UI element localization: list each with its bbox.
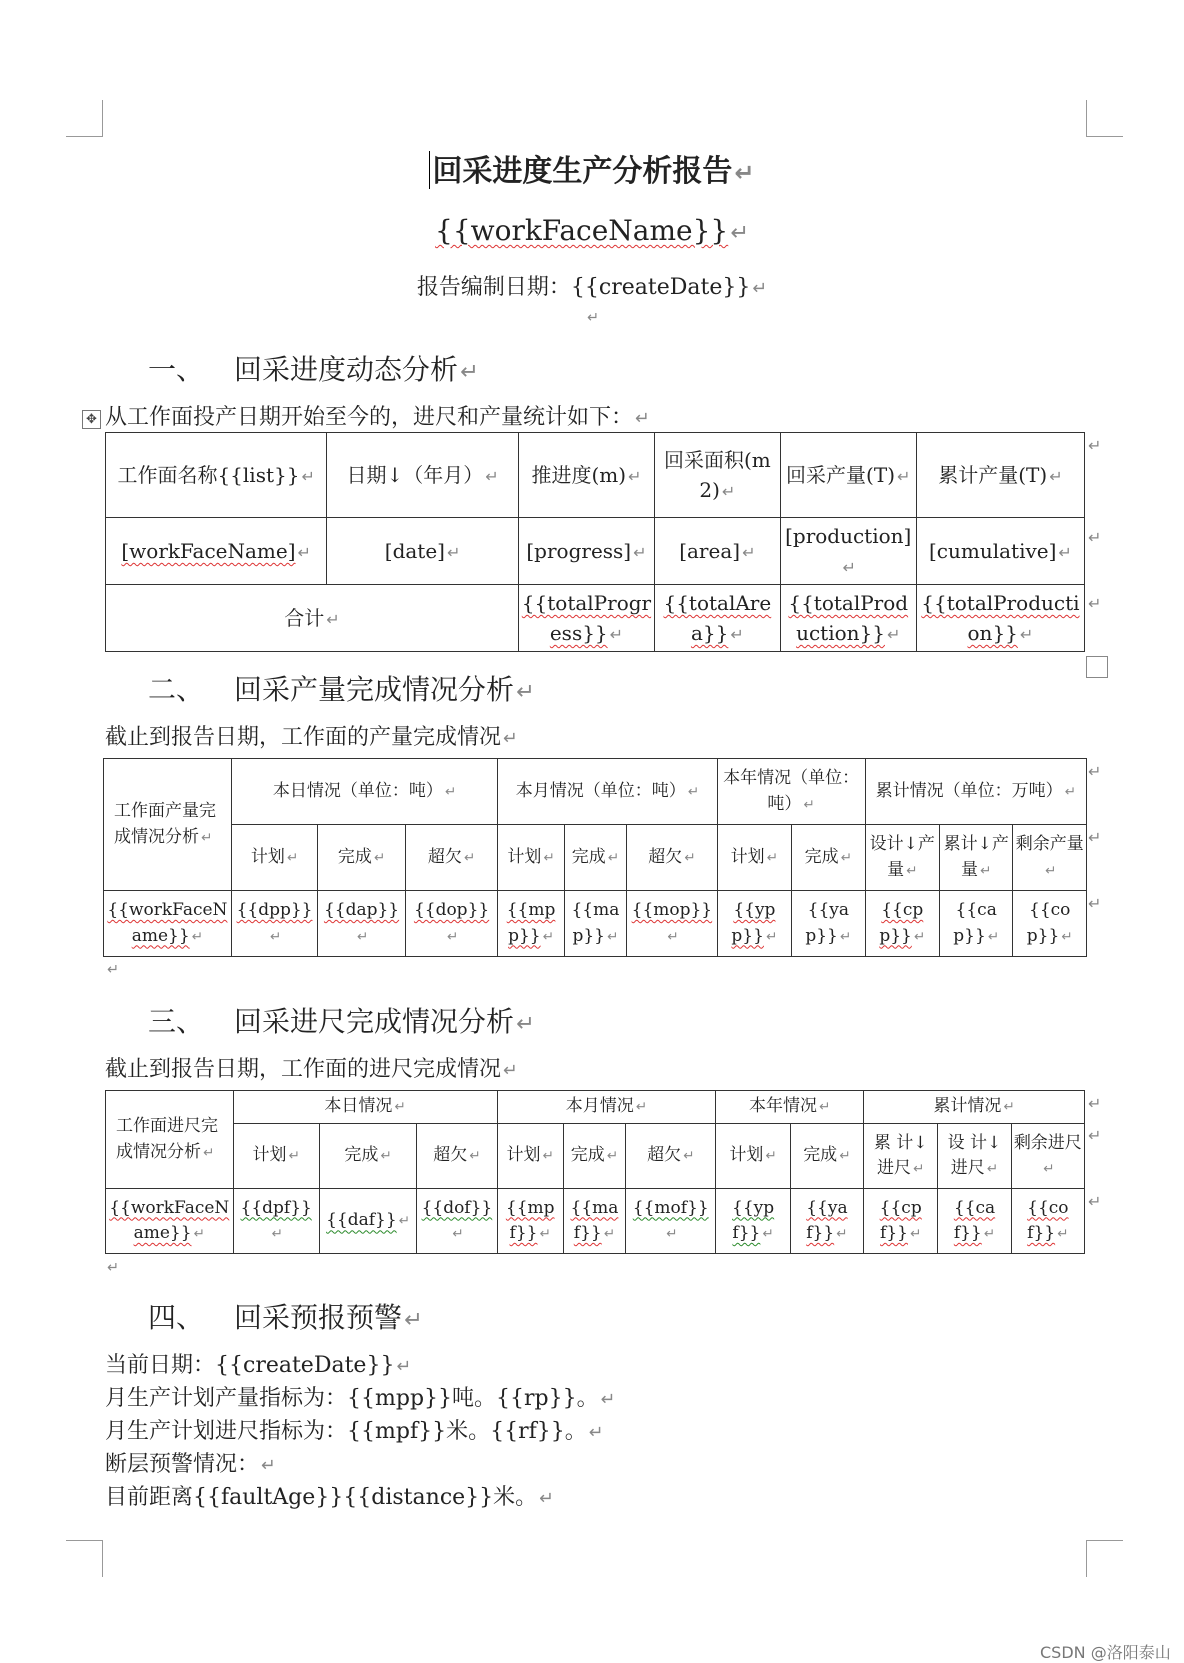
table1-total-cell[interactable]: {{totalArea}} ↵: [655, 585, 781, 652]
table3-data-cell[interactable]: {{ypf}} ↵: [716, 1189, 790, 1254]
table3-data-cell[interactable]: {{daf}} ↵: [319, 1189, 416, 1254]
table2-subheader[interactable]: 计划 ↵: [498, 825, 564, 891]
table3-subheader[interactable]: 超欠 ↵: [417, 1124, 497, 1189]
table1-header-cell[interactable]: 工作面名称{{list}} ↵: [106, 433, 327, 518]
table3-corner-cell[interactable]: 工作面进尺完成情况分析 ↵: [106, 1091, 234, 1189]
table-resize-handle[interactable]: [1086, 656, 1108, 678]
table3-group-header[interactable]: 本月情况 ↵: [497, 1091, 716, 1124]
table2-data-cell[interactable]: {{workFaceName}} ↵: [104, 891, 232, 957]
table1-total-cell[interactable]: {{totalProduction}} ↵: [780, 585, 916, 652]
table2-data-cell[interactable]: {{mop}}↵: [627, 891, 718, 957]
section3-intro[interactable]: 截止到报告日期，工作面的进尺完成情况 ↵: [105, 1057, 518, 1082]
current-date-line[interactable]: 当前日期：{{createDate}} ↵: [105, 1353, 412, 1378]
table1-total-label[interactable]: 合计 ↵: [106, 585, 519, 652]
table-move-handle-icon[interactable]: ✥: [82, 410, 101, 429]
table2-subheader[interactable]: 完成 ↵: [564, 825, 626, 891]
table1-data-cell[interactable]: [workFaceName] ↵: [106, 518, 327, 585]
crop-mark-bottom-right: [1086, 1540, 1123, 1577]
blank-paragraph[interactable]: ↵: [107, 962, 120, 978]
table3-subheader[interactable]: 剩余进尺↵: [1011, 1124, 1084, 1189]
blank-paragraph[interactable]: ↵: [107, 1260, 120, 1276]
monthly-output-target-line[interactable]: 月生产计划产量指标为：{{mpp}}吨。{{rp}}。 ↵: [105, 1386, 616, 1411]
text-cursor: [429, 151, 430, 189]
table1-total-cell[interactable]: {{totalProduction}} ↵: [916, 585, 1084, 652]
table3-subheader[interactable]: 计划 ↵: [497, 1124, 563, 1189]
table2-subheader[interactable]: 计划 ↵: [231, 825, 318, 891]
table3-data-cell[interactable]: {{mof}}↵: [626, 1189, 716, 1254]
fault-warning-line[interactable]: 断层预警情况： ↵: [105, 1452, 276, 1477]
table2-subheader[interactable]: 计划 ↵: [717, 825, 791, 891]
table3-data-cell[interactable]: {{mpf}} ↵: [497, 1189, 563, 1254]
table2-data-cell[interactable]: {{yap}} ↵: [792, 891, 865, 957]
table2-group-header[interactable]: 本日情况（单位：吨） ↵: [231, 759, 498, 825]
table3-data-cell[interactable]: {{dof}}↵: [417, 1189, 497, 1254]
table2-group-header[interactable]: 本月情况（单位：吨） ↵: [498, 759, 717, 825]
table1-data-cell[interactable]: [cumulative] ↵: [916, 518, 1084, 585]
table2-data-cell[interactable]: {{dop}}↵: [405, 891, 498, 957]
table1-data-cell[interactable]: [progress] ↵: [518, 518, 654, 585]
section2-intro[interactable]: 截止到报告日期，工作面的产量完成情况 ↵: [105, 725, 518, 750]
table2-subheader[interactable]: 完成 ↵: [318, 825, 406, 891]
table1-data-cell[interactable]: [area] ↵: [655, 518, 781, 585]
table1-header-cell[interactable]: 回采面积(m2) ↵: [655, 433, 781, 518]
table2-subheader[interactable]: 设计↓产量 ↵: [865, 825, 939, 891]
watermark: CSDN @洛阳泰山: [1040, 1643, 1171, 1662]
table2-data-cell[interactable]: {{mpp}} ↵: [498, 891, 564, 957]
table2-group-header[interactable]: 本年情况（单位：吨） ↵: [717, 759, 865, 825]
table1-total-cell[interactable]: {{totalProgress}} ↵: [518, 585, 654, 652]
table2-corner-cell[interactable]: 工作面产量完成情况分析 ↵: [104, 759, 232, 891]
table3-subheader[interactable]: 超欠 ↵: [626, 1124, 716, 1189]
table2-subheader[interactable]: 累计↓产量 ↵: [939, 825, 1012, 891]
section-heading-2[interactable]: 二、 回采产量完成情况分析↵: [148, 673, 535, 706]
table3-subheader[interactable]: 完成 ↵: [563, 1124, 625, 1189]
table3-data-cell[interactable]: {{yaf}} ↵: [790, 1189, 863, 1254]
table3-subheader[interactable]: 完成 ↵: [319, 1124, 416, 1189]
table2-data-cell[interactable]: {{cop}} ↵: [1013, 891, 1087, 957]
table3-data-cell[interactable]: {{cpf}} ↵: [864, 1189, 938, 1254]
document-subtitle[interactable]: {{workFaceName}}↵: [435, 214, 749, 247]
production-completion-table[interactable]: [103, 758, 1087, 957]
table3-group-header[interactable]: 本日情况 ↵: [233, 1091, 497, 1124]
crop-mark-top-left: [66, 100, 103, 137]
section1-intro[interactable]: 从工作面投产日期开始至今的，进尺和产量统计如下： ↵: [105, 405, 650, 430]
crop-mark-top-right: [1086, 100, 1123, 137]
table1-data-cell[interactable]: [production]↵: [780, 518, 916, 585]
table3-data-cell[interactable]: {{dpf}}↵: [233, 1189, 319, 1254]
table1-header-cell[interactable]: 回采产量(T) ↵: [780, 433, 916, 518]
advance-completion-table[interactable]: [105, 1090, 1085, 1254]
table2-data-cell[interactable]: {{map}} ↵: [564, 891, 626, 957]
section-heading-3[interactable]: 三、 回采进尺完成情况分析↵: [148, 1005, 535, 1038]
table2-subheader[interactable]: 剩余产量↵: [1013, 825, 1087, 891]
document-title[interactable]: 回采进度生产分析报告↵: [0, 146, 1184, 190]
table3-data-cell[interactable]: {{cof}} ↵: [1011, 1189, 1084, 1254]
monthly-advance-target-line[interactable]: 月生产计划进尺指标为：{{mpf}}米。{{rf}}。 ↵: [105, 1419, 604, 1444]
table3-subheader[interactable]: 设 计↓进尺 ↵: [938, 1124, 1011, 1189]
crop-mark-bottom-left: [66, 1540, 103, 1577]
table1-header-cell[interactable]: 推进度(m) ↵: [518, 433, 654, 518]
table3-subheader[interactable]: 计划 ↵: [233, 1124, 319, 1189]
table3-group-header[interactable]: 本年情况 ↵: [716, 1091, 864, 1124]
table3-subheader[interactable]: 累 计↓进尺 ↵: [864, 1124, 938, 1189]
table3-subheader[interactable]: 计划 ↵: [716, 1124, 790, 1189]
table1-header-cell[interactable]: 日期↓（年月） ↵: [327, 433, 519, 518]
table2-data-cell[interactable]: {{dpp}}↵: [231, 891, 318, 957]
table2-group-header[interactable]: 累计情况（单位：万吨） ↵: [865, 759, 1086, 825]
table2-subheader[interactable]: 完成 ↵: [792, 825, 865, 891]
report-date-line[interactable]: 报告编制日期：{{createDate}} ↵: [416, 275, 768, 300]
table2-data-cell[interactable]: {{dap}}↵: [318, 891, 406, 957]
table2-data-cell[interactable]: {{cap}} ↵: [939, 891, 1012, 957]
section-heading-4[interactable]: 四、 回采预报预警↵: [148, 1301, 423, 1334]
table3-data-cell[interactable]: {{workFaceName}} ↵: [106, 1189, 234, 1254]
blank-paragraph[interactable]: ↵: [586, 310, 600, 326]
table1-data-cell[interactable]: [date] ↵: [327, 518, 519, 585]
table3-subheader[interactable]: 完成 ↵: [790, 1124, 863, 1189]
table1-header-cell[interactable]: 累计产量(T) ↵: [916, 433, 1084, 518]
table3-data-cell[interactable]: {{maf}} ↵: [563, 1189, 625, 1254]
progress-statistics-table[interactable]: [105, 432, 1085, 652]
fault-distance-line[interactable]: 目前距离{{faultAge}}{{distance}}米。 ↵: [105, 1485, 554, 1510]
table3-group-header[interactable]: 累计情况 ↵: [864, 1091, 1085, 1124]
section-heading-1[interactable]: 一、 回采进度动态分析↵: [148, 353, 479, 386]
table2-data-cell[interactable]: {{ypp}} ↵: [717, 891, 791, 957]
table2-subheader[interactable]: 超欠 ↵: [627, 825, 718, 891]
table2-subheader[interactable]: 超欠 ↵: [405, 825, 498, 891]
table2-data-cell[interactable]: {{cpp}} ↵: [865, 891, 939, 957]
table3-data-cell[interactable]: {{caf}} ↵: [938, 1189, 1011, 1254]
